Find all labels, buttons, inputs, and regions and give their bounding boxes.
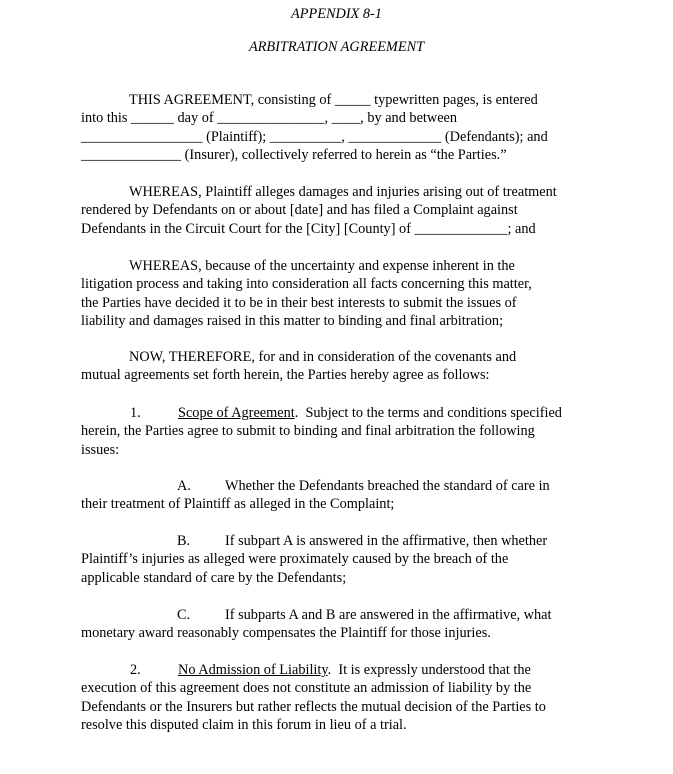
whereas-line: rendered by Defendants on or about [date] and has filed a Complaint against <box>81 202 518 219</box>
section-line: resolve this disputed claim in this forum in lieu of a trial. <box>81 717 407 734</box>
section-number: 1. <box>130 405 141 421</box>
item-letter: A. <box>177 478 191 494</box>
section-text: . Subject to the terms and conditions specified <box>294 405 562 421</box>
item-a <box>81 477 611 514</box>
item-letter: C. <box>177 607 191 623</box>
whereas-line: the Parties have decided it to be in their best interests to submit the issues of <box>81 294 517 311</box>
intro-paragraph <box>81 91 611 165</box>
document-title: ARBITRATION AGREEMENT <box>248 39 425 55</box>
section-2-no-admission <box>81 661 611 735</box>
section-line: issues: <box>81 441 120 458</box>
item-b <box>81 532 611 587</box>
section-line: Defendants or the Insurers but rather reflects the mutual decision of the Parties to <box>81 698 546 715</box>
item-line: Plaintiff’s injuries as alleged were proximately caused by the breach of the <box>81 551 509 568</box>
section-line: execution of this agreement does not constitute an admission of liability by the <box>81 680 532 697</box>
section-number: 2. <box>130 662 141 678</box>
whereas-line: WHEREAS, Plaintiff alleges damages and injuries arising out of treatment <box>129 184 557 200</box>
item-line: their treatment of Plaintiff as alleged in the Complaint; <box>81 496 395 513</box>
whereas-line: WHEREAS, because of the uncertainty and expense inherent in the <box>129 258 515 274</box>
section-line: herein, the Parties agree to submit to binding and final arbitration the following <box>81 423 535 440</box>
section-heading: Scope of Agreement <box>178 405 295 421</box>
section-text: . It is expressly understood that the <box>327 662 531 678</box>
whereas-line: liability and damages raised in this matter to binding and final arbitration; <box>81 313 504 330</box>
intro-line: ______________ (Insurer), collectively referred to herein as “the Parties.” <box>81 147 507 164</box>
intro-line: _________________ (Plaintiff); __________, _____________ (Defendants); and <box>81 128 548 145</box>
item-text: If subpart A is answered in the affirmative, then whether <box>225 533 548 549</box>
item-text: Whether the Defendants breached the standard of care in <box>225 478 550 494</box>
item-line: applicable standard of care by the Defendants; <box>81 569 347 586</box>
whereas-line: litigation process and taking into consideration all facts concerning this matter, <box>81 276 532 293</box>
section-heading: No Admission of Liability <box>178 662 328 678</box>
item-text: If subparts A and B are answered in the affirmative, what <box>225 607 552 623</box>
whereas-paragraph-1 <box>81 183 611 238</box>
item-letter: B. <box>177 533 191 549</box>
now-therefore-line: NOW, THEREFORE, for and in consideration of the covenants and <box>129 349 517 365</box>
item-line: monetary award reasonably compensates the Plaintiff for those injuries. <box>81 625 491 642</box>
intro-line: into this ______ day of _______________, ____, by and between <box>81 110 458 127</box>
item-c <box>81 606 611 643</box>
whereas-line: Defendants in the Circuit Court for the [City] [County] of _____________; and <box>81 220 536 237</box>
intro-line: THIS AGREEMENT, consisting of _____ typewritten pages, is entered <box>129 92 538 108</box>
appendix-title: APPENDIX 8-1 <box>291 6 382 22</box>
now-therefore-paragraph <box>81 348 611 385</box>
whereas-paragraph-2 <box>81 257 611 331</box>
now-therefore-line: mutual agreements set forth herein, the Parties hereby agree as follows: <box>81 367 490 384</box>
section-1-scope <box>81 404 611 459</box>
